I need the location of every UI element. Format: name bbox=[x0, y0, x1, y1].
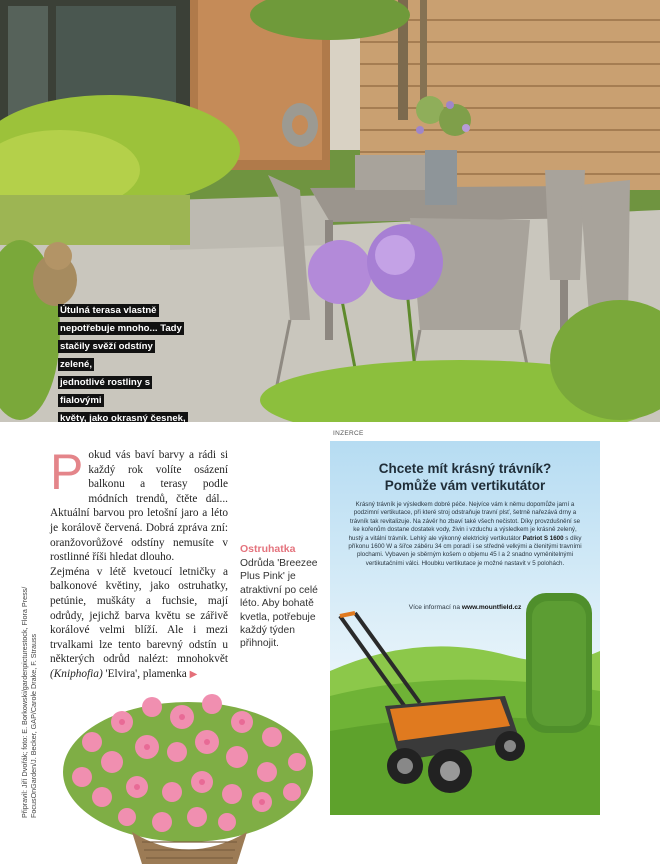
caption-line: nepotřebuje mnoho... Tady bbox=[60, 323, 182, 334]
advertisement[interactable] bbox=[330, 441, 600, 815]
ad-background-illustration bbox=[330, 441, 600, 815]
article-paragraph-2-end: 'Elvira', plamenka bbox=[105, 667, 187, 680]
sidebar-title: Ostruhatka bbox=[240, 543, 296, 555]
photo-credit bbox=[20, 558, 38, 818]
caption-line: Útulná terasa vlastně bbox=[60, 305, 157, 316]
ad-more-prefix: Více informací na bbox=[408, 604, 460, 611]
photo-credit-line: FocusOnGarden/J. Becker, GAP/Carole Drake, F. Strauss bbox=[29, 633, 38, 818]
ad-body bbox=[346, 501, 584, 568]
article-paragraph-1: okud vás baví barvy a rádi si každý rok volíte osázení balkonu a terasy podle módních trendů, čtěte dál... Aktuální barvou pro letošní jaro a léto je korálově červená. Dobrá zpráva zní: oranžovorůžové odstíny nemusíte v rostlinné říši hledat dlouho. bbox=[50, 449, 228, 564]
caption-line: stačily svěží odstíny zelené, bbox=[60, 341, 153, 370]
caption-line: květy, jako okrasný česnek, bbox=[58, 412, 188, 422]
ad-more-info bbox=[330, 604, 600, 611]
advertisement-label: INZERCE bbox=[333, 430, 364, 437]
ad-url-link[interactable]: www.mountfield.cz bbox=[461, 604, 522, 611]
flower-basket-image bbox=[52, 682, 324, 864]
caption-line: jednotlivé rostliny s fialovými bbox=[60, 377, 151, 406]
ad-body-text: Krásný trávník je výsledkem dobré péče. Nejvíce vám k němu dopomůže jarní a podzimní vertikutace, při které stroj odstraňuje travní plsť, šetrně nařezává drny a trávník tak revitalizuje. Na závěr ho zbaví také všech nečistot. Díky provzdušnění se ke kořenům dostane dostatek vody, živin i vzduchu a výsledkem je krásně zelený, hustý a vitální trávník. Lehký ale výkonný elektrický vertikutátor bbox=[348, 501, 581, 542]
sidebar-text: Odrůda 'Breezee Plus Pink' je atraktivní po celé léto. Aby bohatě kvetla, potřebuje každý týden přihnojit. bbox=[240, 558, 318, 650]
article-paragraph-2 bbox=[50, 565, 228, 683]
article-latin-name: (Kniphofia) bbox=[50, 667, 103, 680]
ad-title: Chcete mít krásný trávník? bbox=[378, 461, 552, 476]
ad-subtitle: Pomůže vám vertikutátor bbox=[384, 478, 546, 493]
ad-product-name: Patriot S 1600 bbox=[522, 534, 564, 542]
article-paragraph-2-text: Zejména v létě kvetoucí letničky a balkonové květiny, jako ostruhatky, petúnie, muškáty a fuchsie, mají odrůdy, jejichž barva květu se zářivě korálové velmi blíží. Ale i mezi trvalkami lze tento barevný odstín u některých odrůd nalézt: mnohokvět bbox=[50, 565, 228, 666]
ad-body-text: s díky příkonu 1600 W a šířce záběru 34 cm poradí i se středně velkými a členitými travními plochami. Vybaven je sběrným košem o objemu 45 l a 2 snadno vyměnitelnými vertikutačními válci. Hloubku vertikutace je možné nastavit v 5 polohách. bbox=[348, 534, 582, 567]
photo-caption bbox=[58, 300, 188, 422]
photo-credit-line: Připravil: Jiří Dvořák; foto: E. Borkowski/gardenpicturestock, Flora Press/ bbox=[20, 586, 29, 818]
drop-cap: P bbox=[50, 444, 84, 500]
continue-arrow-icon: ▶ bbox=[189, 668, 198, 680]
terrace-photo bbox=[0, 0, 660, 422]
